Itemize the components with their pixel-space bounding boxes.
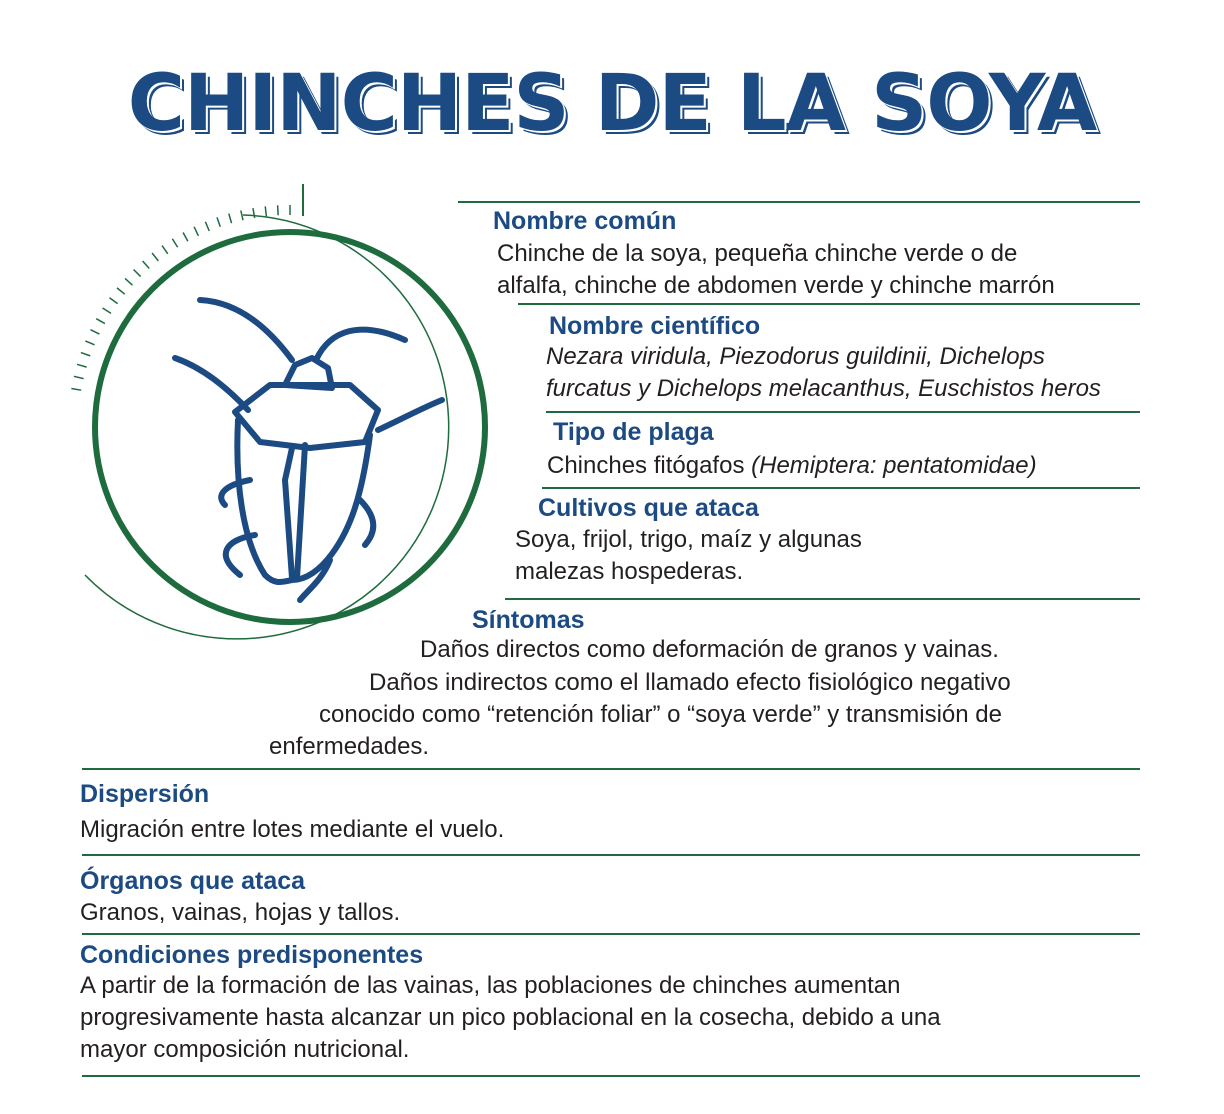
tick-mark [152, 253, 158, 261]
tick-mark [77, 364, 87, 367]
text-line: progresivamente hasta alcanzar un pico poblacional en la cosecha, debido a una [80, 1004, 941, 1031]
tick-mark [253, 208, 255, 218]
text-line: malezas hospederas. [515, 558, 744, 585]
divider [546, 411, 1140, 413]
text-line: Chinche de la soya, pequeña chinche verde o de [497, 240, 1018, 267]
text-sintomas-line2: Daños indirectos como el llamado efecto fisiológico negativo [369, 669, 1011, 696]
text-tipo-plaga [547, 450, 1037, 482]
tick-mark [143, 261, 150, 268]
heading-nombre-cientifico: Nombre científico [549, 312, 761, 340]
tick-mark [183, 232, 188, 241]
text-sintomas-line4: enfermedades. [269, 733, 430, 760]
text-cultivos [515, 524, 862, 588]
text-organos: Granos, vainas, hojas y tallos. [80, 899, 401, 926]
divider [518, 303, 1140, 305]
page-title: CHINCHES DE LA SOYA [127, 59, 1097, 149]
tick-mark [278, 205, 279, 215]
heading-organos: Órganos que ataca [80, 867, 306, 895]
tick-mark [265, 206, 266, 216]
text-sintomas-line3: conocido como “retención foliar” o “soya verde” y transmisión de [319, 701, 1002, 728]
tick-mark [172, 239, 177, 247]
heading-dispersion: Dispersión [80, 780, 210, 808]
tick-mark [194, 227, 198, 236]
heading-sintomas: Síntomas [472, 606, 585, 634]
tick-mark [103, 308, 111, 313]
tick-mark [117, 288, 125, 294]
tick-mark [217, 217, 220, 226]
heading-nombre-comun: Nombre común [493, 207, 677, 235]
tick-mark [125, 278, 132, 285]
text-nombre-cientifico [546, 341, 1101, 405]
heading-condiciones: Condiciones predisponentes [80, 941, 424, 969]
tick-mark [90, 330, 99, 334]
tick-mark [229, 214, 232, 224]
stink-bug-icon [60, 180, 530, 670]
divider [505, 598, 1140, 600]
text-line: alfalfa, chinche de abdomen verde y chinche marrón [497, 272, 1055, 299]
tick-mark [96, 319, 105, 324]
text-line: Nezara viridula, Piezodorus guildinii, Dichelops [546, 343, 1045, 370]
tick-mark [74, 376, 84, 378]
tick-mark [71, 388, 81, 390]
text-line: mayor composición nutricional. [80, 1036, 410, 1063]
divider [542, 487, 1140, 489]
divider [82, 854, 1140, 856]
tick-mark [81, 353, 90, 356]
tick-mark [109, 298, 117, 304]
text-dispersion: Migración entre lotes mediante el vuelo. [80, 816, 505, 843]
tipo-plaga-taxonomy: (Hemiptera: pentatomidae) [751, 452, 1037, 479]
text-nombre-comun [497, 238, 1055, 302]
tipo-plaga-value: Chinches fitógafos [547, 452, 745, 479]
tick-mark [162, 246, 168, 254]
text-sintomas-line1: Daños directos como deformación de granos y vainas. [420, 636, 999, 663]
text-line: Soya, frijol, trigo, maíz y algunas [515, 526, 862, 553]
heading-cultivos: Cultivos que ataca [538, 494, 759, 522]
text-line: furcatus y Dichelops melacanthus, Euschistos heros [546, 375, 1101, 402]
tick-mark [205, 222, 209, 231]
text-line: A partir de la formación de las vainas, las poblaciones de chinches aumentan [80, 972, 901, 999]
text-condiciones [80, 970, 941, 1066]
tick-mark [241, 211, 243, 221]
divider [82, 768, 1140, 770]
divider [82, 933, 1140, 935]
heading-tipo-plaga: Tipo de plaga [553, 418, 714, 446]
divider [458, 201, 1140, 203]
tick-mark [85, 341, 94, 345]
tick-mark [134, 269, 141, 276]
divider [82, 1075, 1140, 1077]
